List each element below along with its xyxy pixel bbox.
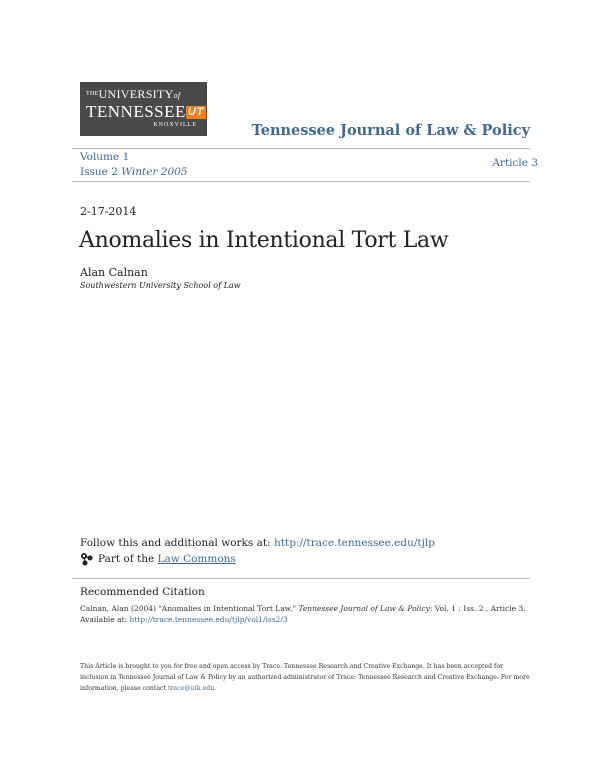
article-number-link[interactable]: Article 3 (492, 157, 538, 169)
issue-block (80, 150, 188, 180)
citation-text: Calnan, Alan (2004) "Anomalies in Intentional Tort Law," Tennessee Journal of Law & Policy: Vol. 1 : Iss. 2 , Article 3. Available at: http://trace.tennessee.edu/tjlp/vol1/iss2/3 (80, 604, 526, 624)
header-rule-top (72, 148, 530, 149)
follow-url-link[interactable]: http://trace.tennessee.edu/tjlp (274, 537, 435, 549)
logo-tennessee-line: TENNESSEE UT (86, 102, 204, 121)
publication-date: 2-17-2014 (80, 205, 137, 218)
journal-title[interactable]: Tennessee Journal of Law & Policy (251, 122, 530, 139)
network-icon (80, 552, 94, 566)
header-rule-bottom (72, 181, 530, 182)
access-notice: This Article is brought to you for free and open access by Trace: Tennessee Research and Creative Exchange. It has been accepted for inclusion in Tennessee Journal of Law & Policy by an authorized administrator of Trace: Tennessee Research and Creative Exchange. For more information, please contact trace@utk.edu. (80, 663, 530, 692)
logo-university-line: $^{THE}$UNIVERSITYof (86, 87, 181, 101)
author-name: Alan Calnan (80, 266, 148, 279)
logo-ut-mark: UT (187, 106, 204, 118)
citation-url-link[interactable]: http://trace.tennessee.edu/tjlp/vol1/iss2/3 (129, 615, 288, 624)
university-logo (80, 82, 207, 136)
law-commons-link[interactable]: Law Commons (157, 553, 236, 565)
citation-rule (72, 578, 530, 579)
logo-knoxville: KNOXVILLE (153, 122, 197, 128)
part-of-line: Part of the Law Commons (80, 552, 236, 566)
contact-email-link[interactable]: trace@utk.edu (167, 685, 215, 692)
recommended-citation-heading: Recommended Citation (80, 586, 205, 598)
issue-link[interactable]: Issue 2 Winter 2005 (80, 166, 188, 178)
follow-line: Follow this and additional works at: http://trace.tennessee.edu/tjlp (80, 537, 435, 549)
volume-link[interactable]: Volume 1 (80, 151, 130, 163)
article-title: Anomalies in Intentional Tort Law (79, 228, 449, 253)
author-affiliation: Southwestern University School of Law (80, 281, 241, 290)
